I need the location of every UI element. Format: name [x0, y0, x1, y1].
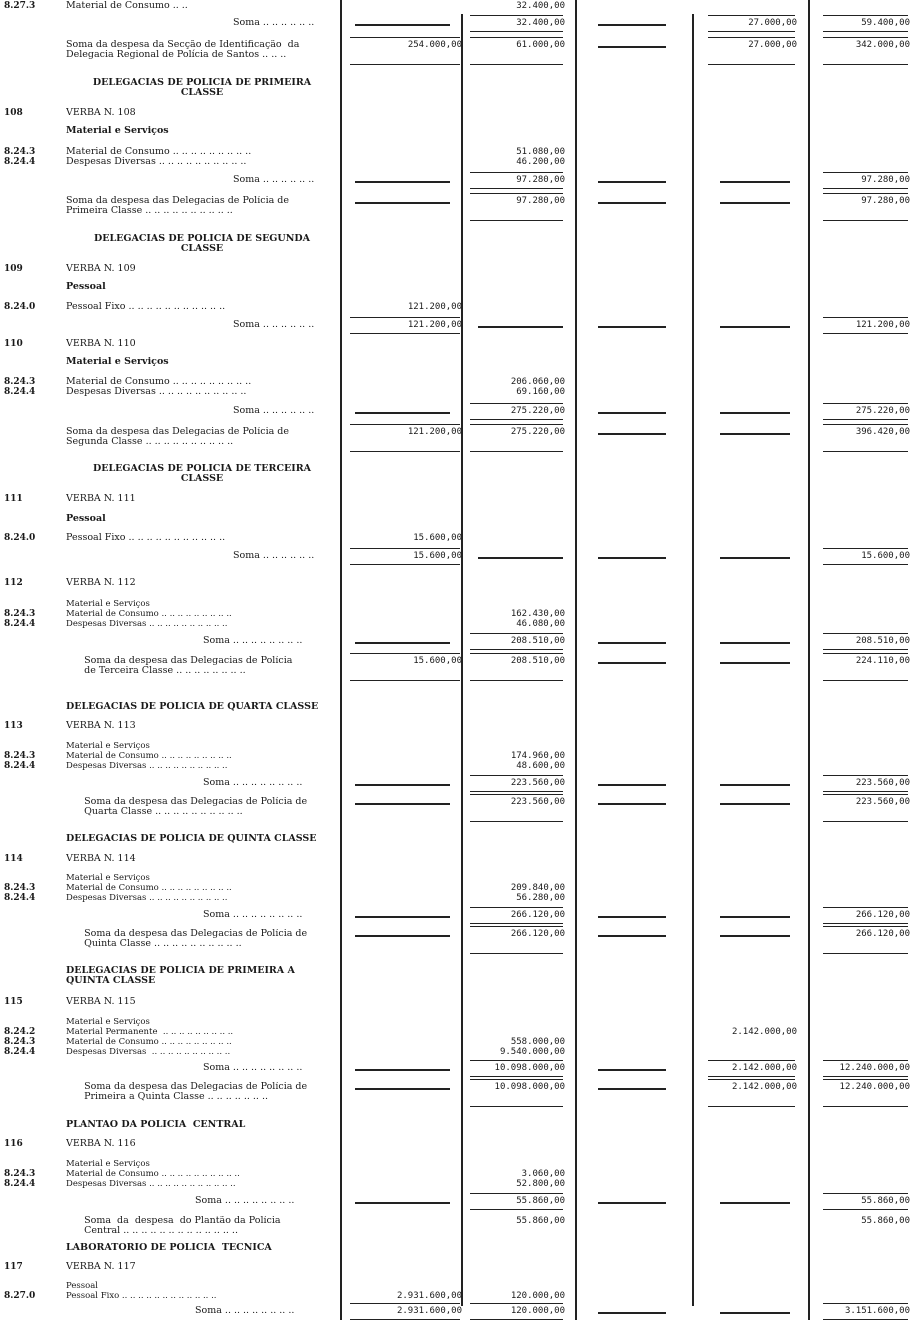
empty-cell-dash — [355, 24, 450, 26]
total-rule — [823, 31, 908, 32]
total-rule — [823, 907, 908, 908]
empty-cell-dash — [720, 433, 790, 435]
amount-c4: 27.000,00 — [748, 40, 797, 50]
amount-c1: 2.931.600,00 — [396, 1306, 462, 1316]
item-code: 8.24.3 8.24.4 — [4, 751, 36, 771]
item-description: VERBA N. 110 — [66, 339, 136, 349]
total-rule — [470, 220, 563, 221]
sum-label: Soma .. .. .. .. .. .. — [233, 405, 315, 416]
item-description: DELEGACIAS DE POLICIA DE PRIMEIRA A QUINTA CLASSE — [66, 966, 295, 986]
total-rule — [823, 923, 908, 924]
item-description: DELEGACIAS DE POLICIA DE QUARTA CLASSE — [66, 702, 319, 712]
item-description: VERBA N. 115 — [66, 997, 136, 1007]
empty-cell-dash — [720, 181, 790, 183]
total-rule — [823, 15, 908, 16]
total-rule — [823, 548, 908, 549]
item-description: Material e Serviços — [66, 126, 169, 136]
amount-c2: 558.000,00 9.540.000,00 — [499, 1037, 565, 1057]
column-rule — [575, 0, 577, 1320]
item-description: Pessoal Fixo .. .. .. .. .. .. .. .. .. .. .. — [66, 533, 226, 543]
item-description: Material e Serviços — [66, 357, 169, 367]
total-rule — [350, 1303, 460, 1304]
total-rule — [470, 37, 563, 38]
item-description: VERBA N. 109 — [66, 264, 136, 274]
amount-c5: 223.560,00 — [855, 778, 910, 788]
item-description: Soma da despesa da Secção de Identificação da Delegacia Regional de Polícia de Santos .. .. .. — [66, 40, 300, 60]
item-description: Soma da despesa das Delegacias de Polícia de Primeira a Quinta Classe .. .. .. .. .. .. .. — [84, 1082, 308, 1102]
total-rule — [708, 1076, 795, 1077]
item-description: DELEGACIAS DE POLICIA DE PRIMEIRA CLASSE — [92, 78, 312, 98]
sum-label: Soma .. .. .. .. .. .. — [233, 174, 315, 185]
item-description: Soma da despesa das Delegacias de Polícia de Quinta Classe .. .. .. .. .. .. .. .. .. .. — [84, 929, 308, 949]
total-rule — [350, 564, 460, 565]
empty-cell-dash — [478, 326, 563, 328]
amount-c2: 61.000,00 — [516, 40, 565, 50]
amount-c1: 121.200,00 — [407, 320, 462, 330]
amount-c5: 223.560,00 — [855, 797, 910, 807]
empty-cell-dash — [720, 1312, 790, 1314]
empty-cell-dash — [598, 1312, 666, 1314]
item-description: VERBA N. 112 — [66, 578, 136, 588]
item-description: PLANTAO DA POLICIA CENTRAL — [66, 1120, 246, 1130]
total-rule — [470, 451, 563, 452]
item-description: Material de Consumo .. .. — [66, 1, 188, 11]
empty-cell-dash — [720, 557, 790, 559]
item-description: Soma da despesa do Plantão da Polícia Central .. .. .. .. .. .. .. .. .. .. .. .. .. — [84, 1216, 281, 1236]
total-rule — [350, 451, 460, 452]
total-rule — [708, 1060, 795, 1061]
item-description: VERBA N. 108 — [66, 108, 136, 118]
sum-label: Soma .. .. .. .. .. .. .. .. — [203, 635, 303, 646]
amount-c5: 59.400,00 — [861, 18, 910, 28]
total-rule — [823, 188, 908, 189]
empty-cell-dash — [598, 46, 666, 48]
total-rule — [708, 1079, 795, 1080]
empty-cell-dash — [720, 412, 790, 414]
item-description: Soma da despesa das Delegacias de Polícia de Primeira Classe .. .. .. .. .. .. .. .. .. .. — [66, 196, 289, 216]
item-description: Soma da despesa das Delegacias de Polícia de Segunda Classe .. .. .. .. .. .. .. .. .. .. — [66, 427, 289, 447]
amount-c5: 55.860,00 — [861, 1216, 910, 1226]
sum-label: Soma .. .. .. .. .. .. .. .. — [195, 1305, 295, 1316]
amount-c2: 97.280,00 — [516, 196, 565, 206]
total-rule — [470, 923, 563, 924]
item-code: 113 — [4, 721, 23, 731]
item-description: VERBA N. 111 — [66, 494, 136, 504]
total-rule — [470, 926, 563, 927]
total-rule — [470, 1303, 563, 1304]
sum-label: Soma .. .. .. .. .. .. — [233, 17, 315, 28]
empty-cell-dash — [720, 784, 790, 786]
total-rule — [470, 649, 563, 650]
total-rule — [823, 1209, 908, 1210]
item-description: VERBA N. 114 — [66, 854, 136, 864]
empty-cell-dash — [355, 1202, 450, 1204]
total-rule — [470, 775, 563, 776]
total-rule — [823, 1106, 908, 1107]
total-rule — [350, 317, 460, 318]
empty-cell-dash — [598, 1202, 666, 1204]
amount-c5: 266.120,00 — [855, 929, 910, 939]
total-rule — [470, 188, 563, 189]
item-description: DELEGACIAS DE POLICIA DE TERCEIRA CLASSE — [93, 464, 311, 484]
amount-c5: 97.280,00 — [861, 175, 910, 185]
total-rule — [823, 649, 908, 650]
amount-c2: 275.220,00 — [510, 406, 565, 416]
item-code: 114 — [4, 854, 23, 864]
total-rule — [823, 926, 908, 927]
total-rule — [823, 680, 908, 681]
amount-c5: 12.240.000,00 — [839, 1082, 910, 1092]
empty-cell-dash — [598, 412, 666, 414]
empty-cell-dash — [355, 916, 450, 918]
amount-c2: 208.510,00 — [510, 636, 565, 646]
total-rule — [823, 193, 908, 194]
total-rule — [470, 1209, 563, 1210]
amount-c2: 10.098.000,00 — [494, 1082, 565, 1092]
item-code: 8.24.0 — [4, 302, 36, 312]
column-rule — [692, 14, 694, 1306]
amount-c2: 208.510,00 — [510, 656, 565, 666]
amount-c5: 12.240.000,00 — [839, 1063, 910, 1073]
total-rule — [470, 907, 563, 908]
item-code: 8.24.3 8.24.4 — [4, 883, 36, 903]
total-rule — [823, 633, 908, 634]
item-code: 116 — [4, 1139, 23, 1149]
amount-c5: 55.860,00 — [861, 1196, 910, 1206]
total-rule — [350, 653, 460, 654]
total-rule — [470, 1060, 563, 1061]
total-rule — [823, 564, 908, 565]
item-description: LABORATORIO DE POLICIA TECNICA — [66, 1243, 272, 1253]
empty-cell-dash — [720, 202, 790, 204]
total-rule — [470, 15, 563, 16]
total-rule — [823, 419, 908, 420]
total-rule — [470, 31, 563, 32]
column-rule — [808, 0, 810, 1320]
total-rule — [470, 193, 563, 194]
amount-c4: 2.142.000,00 — [731, 1063, 797, 1073]
total-rule — [470, 419, 563, 420]
total-rule — [470, 403, 563, 404]
empty-cell-dash — [355, 935, 450, 937]
sum-label: Soma .. .. .. .. .. .. .. .. — [203, 1062, 303, 1073]
amount-c2: 223.560,00 — [510, 797, 565, 807]
item-code: 8.27.0 — [4, 1291, 36, 1301]
total-rule — [350, 424, 460, 425]
empty-cell-dash — [598, 1088, 666, 1090]
total-rule — [823, 1076, 908, 1077]
amount-c2: 162.430,00 46.080,00 — [510, 609, 565, 629]
total-rule — [470, 172, 563, 173]
total-rule — [823, 1060, 908, 1061]
amount-c2: 275.220,00 — [510, 427, 565, 437]
amount-c2: 97.280,00 — [516, 175, 565, 185]
total-rule — [823, 424, 908, 425]
total-rule — [823, 317, 908, 318]
amount-c2: 266.120,00 — [510, 910, 565, 920]
item-description: Soma da despesa das Delegacias de Polícia de Quarta Classe .. .. .. .. .. .. .. .. .. .. — [84, 797, 308, 817]
total-rule — [470, 64, 563, 65]
item-code: 8.24.3 8.24.4 — [4, 609, 36, 629]
amount-c1: 2.931.600,00 — [396, 1291, 462, 1301]
total-rule — [708, 1106, 795, 1107]
amount-c5: 342.000,00 — [855, 40, 910, 50]
total-rule — [708, 37, 795, 38]
empty-cell-dash — [720, 326, 790, 328]
item-description: Pessoal Fixo .. .. .. .. .. .. .. .. .. .. .. — [66, 302, 226, 312]
item-description: Material de Consumo .. .. .. .. .. .. .. .. .. Despesas Diversas .. .. .. .. .. .. .. .. .. .. — [66, 147, 252, 167]
item-description: Material e Serviços Material de Consumo .. .. .. .. .. .. .. .. .. Despesas Diversas .. .. .. .. .. .. .. .. .. .. — [66, 599, 232, 629]
amount-c5: 275.220,00 — [855, 406, 910, 416]
empty-cell-dash — [598, 202, 666, 204]
total-rule — [823, 172, 908, 173]
total-rule — [823, 451, 908, 452]
total-rule — [708, 31, 795, 32]
empty-cell-dash — [355, 1088, 450, 1090]
amount-c4: 27.000,00 — [748, 18, 797, 28]
amount-c2: 55.860,00 — [516, 1216, 565, 1226]
amount-c2: 55.860,00 — [516, 1196, 565, 1206]
empty-cell-dash — [598, 642, 666, 644]
total-rule — [470, 1076, 563, 1077]
item-description: VERBA N. 113 — [66, 721, 136, 731]
amount-c2: 32.400,00 — [516, 1, 565, 11]
total-rule — [708, 15, 795, 16]
empty-cell-dash — [355, 642, 450, 644]
empty-cell-dash — [355, 202, 450, 204]
amount-c4: 2.142.000,00 — [731, 1082, 797, 1092]
total-rule — [350, 548, 460, 549]
amount-c5: 97.280,00 — [861, 196, 910, 206]
empty-cell-dash — [478, 557, 563, 559]
total-rule — [470, 680, 563, 681]
total-rule — [350, 37, 460, 38]
sum-label: Soma .. .. .. .. .. .. — [233, 550, 315, 561]
empty-cell-dash — [598, 326, 666, 328]
item-code: 109 — [4, 264, 23, 274]
amount-c5: 15.600,00 — [861, 551, 910, 561]
item-code: 111 — [4, 494, 23, 504]
empty-cell-dash — [355, 412, 450, 414]
total-rule — [350, 64, 460, 65]
amount-c2: 3.060,00 52.800,00 — [516, 1169, 565, 1189]
empty-cell-dash — [720, 935, 790, 937]
total-rule — [823, 220, 908, 221]
total-rule — [823, 953, 908, 954]
item-code: 108 — [4, 108, 23, 118]
amount-c5: 121.200,00 — [855, 320, 910, 330]
total-rule — [823, 1193, 908, 1194]
empty-cell-dash — [720, 662, 790, 664]
empty-cell-dash — [598, 1069, 666, 1071]
empty-cell-dash — [355, 784, 450, 786]
item-description: VERBA N. 116 — [66, 1139, 136, 1149]
item-code: 8.24.3 8.24.4 — [4, 1169, 36, 1189]
total-rule — [823, 794, 908, 795]
empty-cell-dash — [355, 1069, 450, 1071]
empty-cell-dash — [598, 662, 666, 664]
total-rule — [470, 653, 563, 654]
amount-c2: 51.080,00 46.200,00 — [516, 147, 565, 167]
total-rule — [470, 424, 563, 425]
empty-cell-dash — [598, 433, 666, 435]
amount-c1: 15.600,00 — [413, 533, 462, 543]
amount-c2: 32.400,00 — [516, 18, 565, 28]
item-description: Material e Serviços Material de Consumo .. .. .. .. .. .. .. .. .. Despesas Diversas .. .. .. .. .. .. .. .. .. .. — [66, 741, 232, 771]
total-rule — [823, 333, 908, 334]
amount-c5: 224.110,00 — [855, 656, 910, 666]
amount-c2: 206.060,00 69.160,00 — [510, 377, 565, 397]
sum-label: Soma .. .. .. .. .. .. .. .. — [203, 777, 303, 788]
item-description: Pessoal Pessoal Fixo .. .. .. .. .. .. .. .. .. .. .. .. — [66, 1281, 217, 1301]
item-code: 8.27.3 — [4, 1, 36, 11]
total-rule — [470, 794, 563, 795]
amount-c2: 209.840,00 56.280,00 — [510, 883, 565, 903]
item-description: Pessoal — [66, 282, 106, 292]
empty-cell-dash — [598, 557, 666, 559]
total-rule — [470, 953, 563, 954]
item-code: 110 — [4, 339, 23, 349]
empty-cell-dash — [355, 803, 450, 805]
total-rule — [470, 821, 563, 822]
empty-cell-dash — [720, 803, 790, 805]
amount-c5: 208.510,00 — [855, 636, 910, 646]
empty-cell-dash — [598, 181, 666, 183]
item-code: 8.24.3 8.24.4 — [4, 377, 36, 397]
item-code: 8.24.0 — [4, 533, 36, 543]
total-rule — [823, 64, 908, 65]
item-description: DELEGACIAS DE POLICIA DE QUINTA CLASSE — [66, 834, 317, 844]
sum-label: Soma .. .. .. .. .. .. .. .. — [195, 1195, 295, 1206]
amount-c2: 120.000,00 — [510, 1306, 565, 1316]
amount-c5: 396.420,00 — [855, 427, 910, 437]
total-rule — [823, 775, 908, 776]
total-rule — [823, 37, 908, 38]
total-rule — [823, 821, 908, 822]
item-description: Material e Serviços Material Permanente .. .. .. .. .. .. .. .. .. Material de Consumo .. .. .. .. .. .. .. .. .. Despesas Diversas .. .. .. .. .. .. .. .. .. .. — [66, 1017, 234, 1057]
total-rule — [470, 791, 563, 792]
amount-c5: 3.151.600,00 — [844, 1306, 910, 1316]
amount-c2: 10.098.000,00 — [494, 1063, 565, 1073]
item-description: VERBA N. 117 — [66, 1262, 136, 1272]
total-rule — [470, 1079, 563, 1080]
item-description: Material e Serviços Material de Consumo .. .. .. .. .. .. .. .. .. .. Despesas Diversas .. .. .. .. .. .. .. .. .. .. .. — [66, 1159, 240, 1189]
amount-c1: 121.200,00 — [407, 427, 462, 437]
item-description: DELEGACIAS DE POLICIA DE SEGUNDA CLASSE — [93, 234, 311, 254]
empty-cell-dash — [598, 935, 666, 937]
item-code: 115 — [4, 997, 23, 1007]
amount-c2: 120.000,00 — [510, 1291, 565, 1301]
amount-c1: 254.000,00 — [407, 40, 462, 50]
empty-cell-dash — [598, 784, 666, 786]
item-code: 8.24.3 8.24.4 — [4, 147, 36, 167]
amount-c1: 121.200,00 — [407, 302, 462, 312]
item-description: Material e Serviços Material de Consumo .. .. .. .. .. .. .. .. .. Despesas Diversas .. .. .. .. .. .. .. .. .. .. — [66, 873, 232, 903]
total-rule — [350, 333, 460, 334]
empty-cell-dash — [598, 916, 666, 918]
sum-label: Soma .. .. .. .. .. .. .. .. — [203, 909, 303, 920]
total-rule — [708, 64, 795, 65]
empty-cell-dash — [355, 181, 450, 183]
item-description: Soma da despesa das Delegacias de Polícia de Terceira Classe .. .. .. .. .. .. .. .. — [84, 656, 293, 676]
amount-c2: 223.560,00 — [510, 778, 565, 788]
amount-c4: 2.142.000,00 — [731, 1027, 797, 1037]
item-code: 117 — [4, 1262, 23, 1272]
amount-c2: 174.960,00 48.600,00 — [510, 751, 565, 771]
empty-cell-dash — [720, 1202, 790, 1204]
total-rule — [470, 1193, 563, 1194]
amount-c1: 15.600,00 — [413, 551, 462, 561]
total-rule — [823, 791, 908, 792]
amount-c5: 266.120,00 — [855, 910, 910, 920]
item-code: 8.24.2 8.24.3 8.24.4 — [4, 1027, 36, 1057]
empty-cell-dash — [598, 24, 666, 26]
total-rule — [823, 1303, 908, 1304]
empty-cell-dash — [720, 916, 790, 918]
amount-c2: 266.120,00 — [510, 929, 565, 939]
empty-cell-dash — [720, 642, 790, 644]
total-rule — [823, 653, 908, 654]
total-rule — [350, 680, 460, 681]
item-description: Material de Consumo .. .. .. .. .. .. .. .. .. Despesas Diversas .. .. .. .. .. .. .. .. .. .. — [66, 377, 252, 397]
total-rule — [470, 1106, 563, 1107]
total-rule — [823, 403, 908, 404]
sum-label: Soma .. .. .. .. .. .. — [233, 319, 315, 330]
total-rule — [470, 633, 563, 634]
item-code: 112 — [4, 578, 23, 588]
item-description: Pessoal — [66, 514, 106, 524]
empty-cell-dash — [598, 803, 666, 805]
total-rule — [823, 1079, 908, 1080]
amount-c1: 15.600,00 — [413, 656, 462, 666]
